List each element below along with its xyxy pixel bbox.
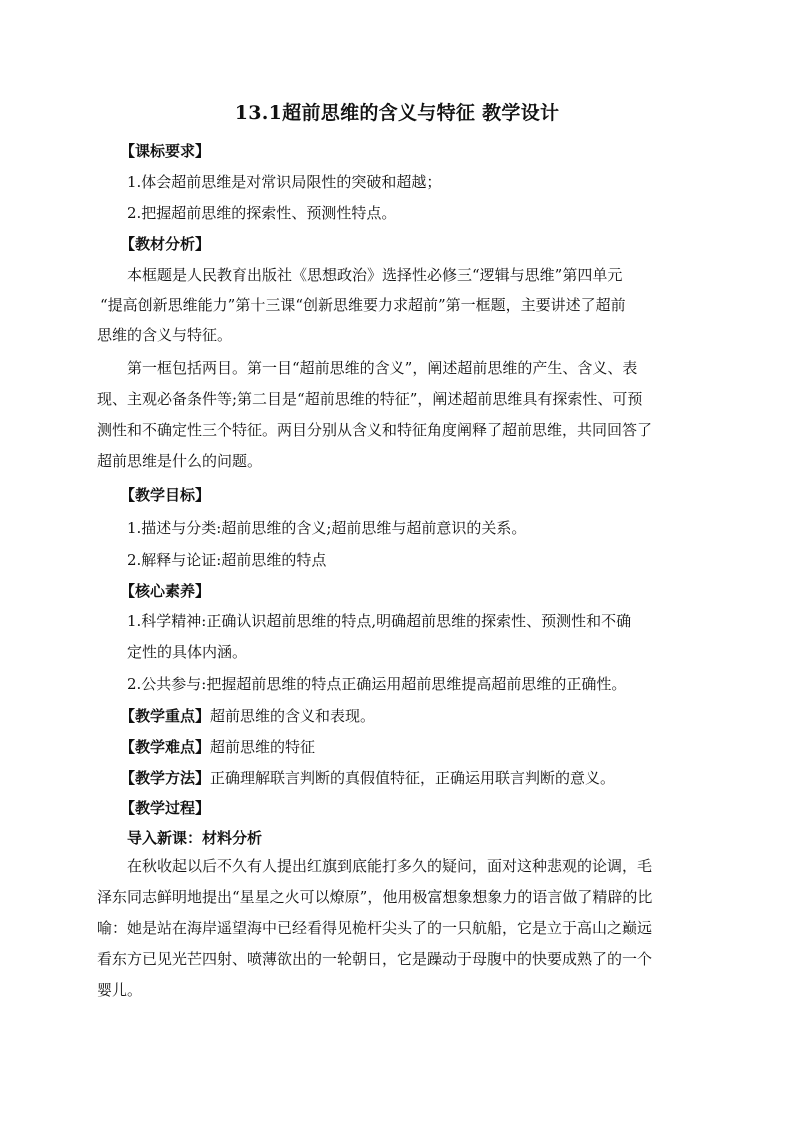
method-row xyxy=(120,767,615,789)
keypoint-row xyxy=(120,705,375,727)
method-text: 正确理解联言判断的真假值特征，正确运用联言判断的意义。 xyxy=(210,769,616,787)
document-title: 13.1超前思维的含义与特征 教学设计 xyxy=(234,102,560,124)
method-label: 【教学方法】 xyxy=(120,769,211,787)
difficulty-row xyxy=(120,736,315,758)
process-para-line1: 在秋收起以后不久有人提出红旗到底能打多久的疑问，面对这种悲观的论调，毛 xyxy=(127,857,653,875)
difficulty-label: 【教学难点】 xyxy=(120,738,211,756)
textbook-para1-line3: 思维的含义与特征。 xyxy=(97,326,233,344)
textbook-heading: 【教材分析】 xyxy=(120,235,211,253)
textbook-para1-line2: “提高创新思维能力”第十三课“创新思维要力求超前”第一框题，主要讲述了超前 xyxy=(100,296,626,314)
literacy-item1-line2: 定性的具体内涵。 xyxy=(127,643,248,661)
keypoint-text: 超前思维的含义和表现。 xyxy=(210,707,376,725)
process-intro-heading: 导入新课：材料分析 xyxy=(127,829,263,847)
process-para-line5: 婴儿。 xyxy=(97,981,143,999)
process-para-line4: 看东方已见光芒四射、喷薄欲出的一轮朝日，它是躁动于母腹中的快要成熟了的一个 xyxy=(97,950,653,968)
difficulty-text: 超前思维的特征 xyxy=(210,738,316,756)
process-para-line2: 泽东同志鲜明地提出“星星之火可以燎原”，他用极富想象想象力的语言做了精辟的比 xyxy=(97,888,653,906)
keypoint-label: 【教学重点】 xyxy=(120,707,211,725)
goals-heading: 【教学目标】 xyxy=(120,486,211,504)
textbook-para1-line1: 本框题是人民教育出版社《思想政治》选择性必修三“逻辑与思维”第四单元 xyxy=(127,266,623,284)
literacy-heading: 【核心素养】 xyxy=(120,582,211,600)
textbook-para2-line4: 超前思维是什么的问题。 xyxy=(97,452,263,470)
standard-item-1: 1.体会超前思维是对常识局限性的突破和超越； xyxy=(127,173,442,191)
literacy-item-2: 2.公共参与:把握超前思维的特点正确运用超前思维提高超前思维的正确性。 xyxy=(127,675,627,693)
process-para-line3: 喻：她是站在海岸遥望海中已经看得见桅杆尖头了的一只航船，它是立于高山之巅远 xyxy=(97,919,653,937)
textbook-para2-line2: 现、主观必备条件等;第二目是“超前思维的特征”，阐述超前思维具有探索性、可预 xyxy=(97,390,643,408)
goals-item-1: 1.描述与分类:超前思维的含义;超前思维与超前意识的关系。 xyxy=(127,519,527,537)
textbook-para2-line3: 测性和不确定性三个特征。两目分别从含义和特征角度阐释了超前思维，共同回答了 xyxy=(97,421,653,439)
goals-item-2: 2.解释与论证:超前思维的特点 xyxy=(127,551,327,569)
textbook-para2-line1: 第一框包括两目。第一目“超前思维的含义”，阐述超前思维的产生、含义、表 xyxy=(127,359,638,377)
standard-heading: 【课标要求】 xyxy=(120,142,211,160)
standard-item-2: 2.把握超前思维的探索性、预测性特点。 xyxy=(127,204,397,222)
literacy-item1-line1: 1.科学精神:正确认识超前思维的特点,明确超前思维的探索性、预测性和不确 xyxy=(127,612,632,630)
process-heading: 【教学过程】 xyxy=(120,799,211,817)
